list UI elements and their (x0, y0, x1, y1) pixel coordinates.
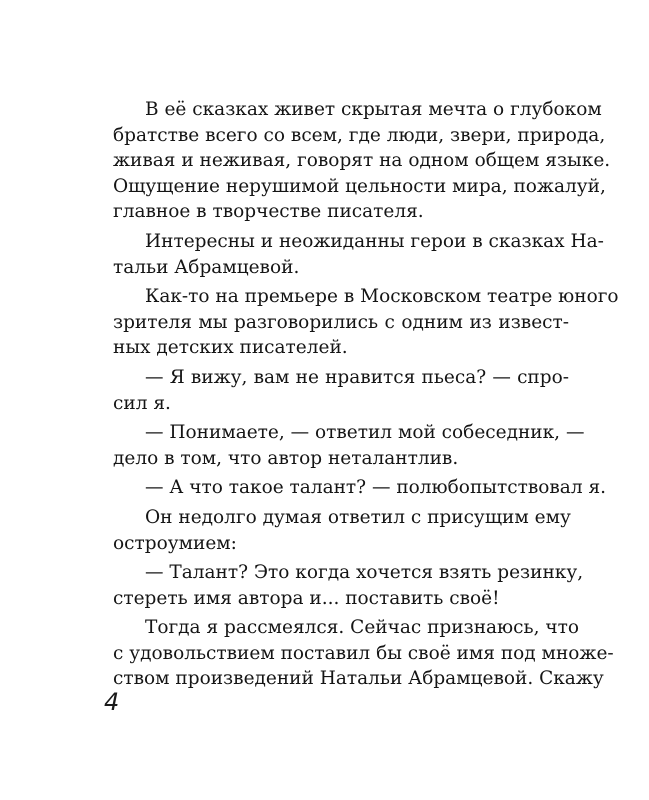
text-line: живая и неживая, говорят на одном общем языке. (113, 150, 611, 172)
text-line: сил я. (113, 392, 171, 414)
text-line: — Я вижу, вам не нравится пьеса? — спро- (145, 366, 569, 388)
paragraph-3 (113, 284, 619, 361)
paragraph-9 (113, 615, 614, 692)
body-text (113, 97, 619, 692)
page-number: 4 (104, 688, 120, 716)
text-line: Ощущение нерушимой цельности мира, пожалуй, (113, 175, 606, 197)
text-line: с удовольствием поставил бы своё имя под множе- (113, 642, 614, 664)
paragraph-6 (113, 475, 607, 501)
paragraph-7 (113, 505, 569, 556)
text-line: В её сказках живет скрытая мечта о глубоком (145, 99, 602, 120)
text-line: — Понимаете, — ответил мой собеседник, — (145, 422, 585, 444)
text-line: Тогда я рассмеялся. Сейчас признаюсь, что (145, 617, 579, 639)
text-line: Он недолго думая ответил с присущим ему (145, 506, 571, 528)
text-line: — А что такое талант? — полюбопытствовал я. (145, 477, 607, 499)
text-line: ством произведений Натальи Абрамцевой. Скажу (113, 668, 604, 690)
paragraph-1 (113, 97, 611, 225)
text-line: братстве всего со всем, где люди, звери, природа, (113, 124, 606, 146)
text-line: Интересны и неожиданны герои в сказках На- (145, 230, 604, 252)
text-line: ных детских писателей. (113, 337, 348, 359)
text-line: дело в том, что автор неталантлив. (113, 447, 459, 469)
paragraph-8 (113, 560, 584, 611)
text-line: — Талант? Это когда хочется взять резинку, (145, 562, 584, 584)
paragraph-2 (113, 229, 604, 280)
text-line: зрителя мы разговорились с одним из извест- (113, 311, 569, 333)
text-line: стереть имя автора и... поставить своё! (113, 587, 500, 609)
paragraph-4 (113, 365, 569, 416)
text-line: Как-то на премьере в Московском театре юного (145, 286, 619, 308)
text-line: тальи Абрамцевой. (113, 256, 300, 278)
text-line: остроумием: (113, 532, 237, 554)
paragraph-5 (113, 420, 585, 471)
text-line: главное в творчестве писателя. (113, 201, 424, 223)
